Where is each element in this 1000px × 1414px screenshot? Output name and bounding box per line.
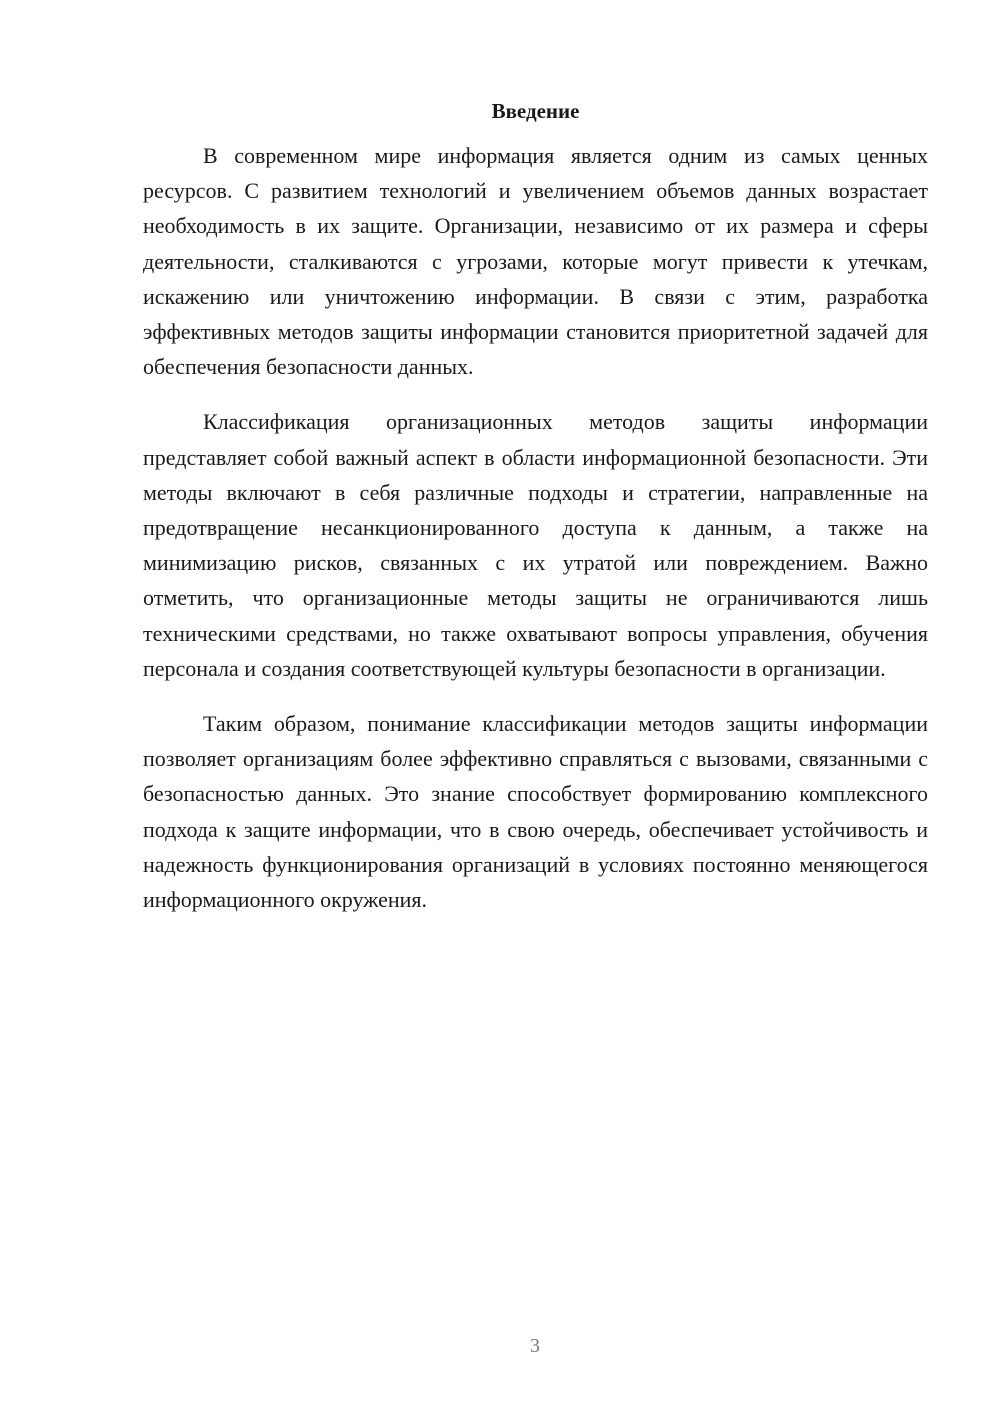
paragraph-1: В современном мире информация является одним из самых ценных ресурсов. С развитием технологий и увеличением объемов данных возрастает необходимость в их защите. Организации, независимо от их размера и сферы деятельности, сталкиваются с угрозами, которые могут привести к утечкам, искажению или уничтожению информации. В связи с этим, разработка эффективных методов защиты информации становится приоритетной задачей для обеспечения безопасности данных. — [143, 143, 928, 380]
paragraph-2: Классификация организационных методов защиты информации представляет собой важный аспект в области информационной безопасности. Эти методы включают в себя различные подходы и стратегии, направленные на предотвращение несанкционированного доступа к данным, а также на минимизацию рисков, связанных с их утратой или повреждением. Важно отметить, что организационные методы защиты не ограничиваются лишь техническими средствами, но также охватывают вопросы управления, обучения персонала и создания соответствующей культуры безопасности в организации. — [143, 409, 928, 681]
section-heading: Введение — [491, 99, 580, 123]
paragraph-3: Таким образом, понимание классификации методов защиты информации позволяет организациям более эффективно справляться с вызовами, связанными с безопасностью данных. Это знание способствует формированию комплексного подхода к защите информации, что в свою очередь, обеспечивает устойчивость и надежность функционирования организаций в условиях постоянно меняющегося информационного окружения. — [143, 711, 928, 913]
document-body — [143, 96, 928, 937]
page-number: 3 — [530, 1335, 540, 1357]
